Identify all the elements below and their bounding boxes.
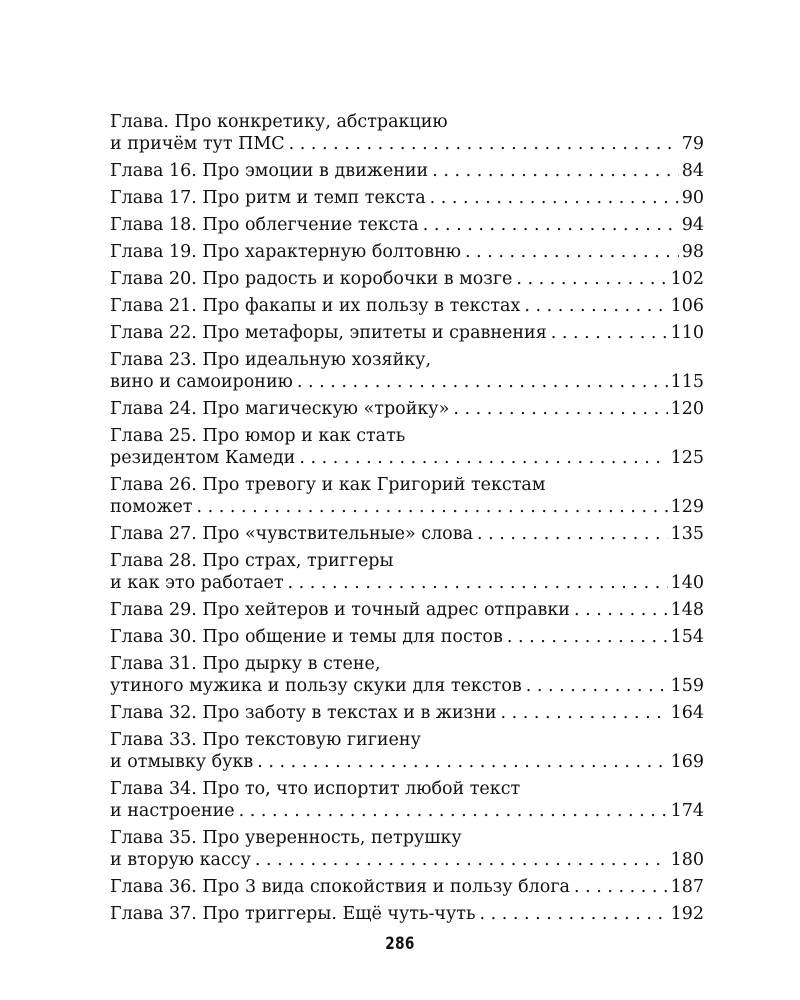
toc-entry-page: 148 (670, 600, 704, 620)
toc-entry (110, 268, 704, 290)
toc-entry-title-line1: Глава 31. Про дырку в стене, (110, 654, 381, 674)
toc-entry (110, 876, 704, 898)
toc-entry-page: 159 (670, 676, 704, 696)
toc-entry (110, 474, 704, 518)
toc-leader-dots (255, 849, 668, 871)
toc-entry-title: Глава 30. Про общение и темы для постов (110, 627, 503, 647)
toc-entry-title: Глава 36. Про 3 вида спокойствия и пользу блога (110, 877, 570, 897)
toc-leader-dots (477, 523, 668, 545)
toc-entry (110, 827, 704, 871)
toc-entry-title-line1: Глава 28. Про страх, триггеры (110, 551, 394, 571)
toc-entry-title-line1: Глава 25. Про юмор и как стать (110, 426, 406, 446)
toc-entry (110, 241, 704, 263)
toc-entry (110, 187, 704, 209)
toc-entry-title-line1: Глава 23. Про идеальную хозяйку, (110, 350, 432, 370)
toc-entry-page: 98 (681, 242, 704, 262)
toc-entry-title: Глава 37. Про триггеры. Ещё чуть-чуть (110, 904, 476, 924)
toc-leader-dots (526, 675, 668, 697)
page-number: 286 (385, 934, 415, 954)
toc-entry-title: утиного мужика и пользу скуки для текстов (110, 676, 522, 696)
toc-entry-page: 169 (670, 752, 704, 772)
toc-leader-dots (196, 496, 667, 518)
toc-leader-dots (507, 626, 668, 648)
toc-entry (110, 778, 704, 822)
toc-leader-dots (432, 160, 679, 182)
toc-entry-page: 90 (681, 188, 704, 208)
toc-entry (110, 550, 704, 594)
toc-entry (110, 903, 704, 925)
toc-leader-dots (297, 371, 668, 393)
toc-leader-dots (479, 903, 667, 925)
toc-leader-dots (453, 398, 667, 420)
toc-entry-page: 174 (670, 801, 704, 821)
toc-entry-title: и как это работает (110, 573, 284, 593)
toc-entry-title: Глава 27. Про «чувствительные» слова (110, 524, 474, 544)
toc-entry-title: поможет (110, 497, 193, 517)
toc-entry-title-line1: Глава 35. Про уверенность, петрушку (110, 828, 462, 848)
toc-entry-page: 79 (681, 134, 704, 154)
toc-entry (110, 111, 704, 155)
toc-entry-page: 94 (681, 215, 704, 235)
toc-leader-dots (423, 214, 679, 236)
toc-entry-title: Глава 21. Про факапы и их пользу в текстах (110, 296, 521, 316)
toc-leader-dots (288, 572, 668, 594)
toc-entry (110, 295, 704, 317)
toc-entry-page: 115 (670, 372, 704, 392)
toc-leader-dots (430, 187, 679, 209)
toc-entry-page: 102 (670, 269, 704, 289)
toc-entry (110, 425, 704, 469)
toc-leader-dots (516, 268, 667, 290)
toc-entry (110, 599, 704, 621)
toc-entry-title: резидентом Камеди (110, 448, 296, 468)
toc-entry-title-line1: Глава 26. Про тревогу и как Григорий текстам (110, 475, 546, 495)
table-of-contents (110, 111, 704, 930)
toc-leader-dots (257, 751, 667, 773)
toc-entry-page: 120 (670, 399, 704, 419)
toc-entry (110, 523, 704, 545)
toc-entry (110, 322, 704, 344)
toc-entry-title-line1: Глава 34. Про то, что испортит любой текст (110, 779, 521, 799)
toc-leader-dots (465, 241, 679, 263)
toc-leader-dots (574, 599, 668, 621)
toc-entry (110, 349, 704, 393)
toc-leader-dots (551, 322, 668, 344)
toc-entry-title: и причём тут ПМС (110, 134, 285, 154)
toc-entry (110, 729, 704, 773)
toc-entry-title: Глава 19. Про характерную болтовню (110, 242, 461, 262)
toc-entry (110, 702, 704, 724)
toc-entry-page: 180 (670, 850, 704, 870)
toc-entry-title: и отмывку букв (110, 752, 254, 772)
toc-entry (110, 398, 704, 420)
toc-entry-page: 106 (670, 296, 704, 316)
toc-entry (110, 214, 704, 236)
toc-entry-page: 110 (670, 323, 704, 343)
toc-entry-title: Глава 29. Про хейтеров и точный адрес отправки (110, 600, 570, 620)
toc-leader-dots (289, 133, 679, 155)
toc-entry (110, 626, 704, 648)
toc-entry-title-line1: Глава. Про конкретику, абстракцию (110, 112, 448, 132)
toc-entry-page: 129 (670, 497, 704, 517)
toc-entry-page: 187 (670, 877, 704, 897)
toc-entry-title: Глава 20. Про радость и коробочки в мозге (110, 269, 513, 289)
toc-entry-title: вино и самоиронию (110, 372, 293, 392)
toc-entry (110, 653, 704, 697)
toc-entry-page: 125 (670, 448, 704, 468)
toc-leader-dots (239, 800, 668, 822)
toc-leader-dots (299, 447, 667, 469)
toc-leader-dots (524, 295, 667, 317)
toc-leader-dots (574, 876, 668, 898)
toc-entry-title: Глава 32. Про заботу в текстах и в жизни (110, 703, 497, 723)
toc-leader-dots (501, 702, 668, 724)
toc-entry-title: и вторую кассу (110, 850, 251, 870)
toc-entry-page: 164 (670, 703, 704, 723)
toc-entry-title: Глава 17. Про ритм и темп текста (110, 188, 426, 208)
toc-entry-title: Глава 24. Про магическую «тройку» (110, 399, 450, 419)
toc-entry-title: Глава 16. Про эмоции в движении (110, 161, 429, 181)
toc-entry-page: 135 (670, 524, 704, 544)
toc-entry-page: 84 (681, 161, 704, 181)
toc-entry-title: Глава 18. Про облегчение текста (110, 215, 419, 235)
toc-entry (110, 160, 704, 182)
toc-entry-title-line1: Глава 33. Про текстовую гигиену (110, 730, 421, 750)
toc-entry-title: и настроение (110, 801, 235, 821)
toc-entry-page: 154 (670, 627, 704, 647)
toc-entry-page: 140 (670, 573, 704, 593)
toc-entry-title: Глава 22. Про метафоры, эпитеты и сравнения (110, 323, 547, 343)
toc-entry-page: 192 (670, 904, 704, 924)
